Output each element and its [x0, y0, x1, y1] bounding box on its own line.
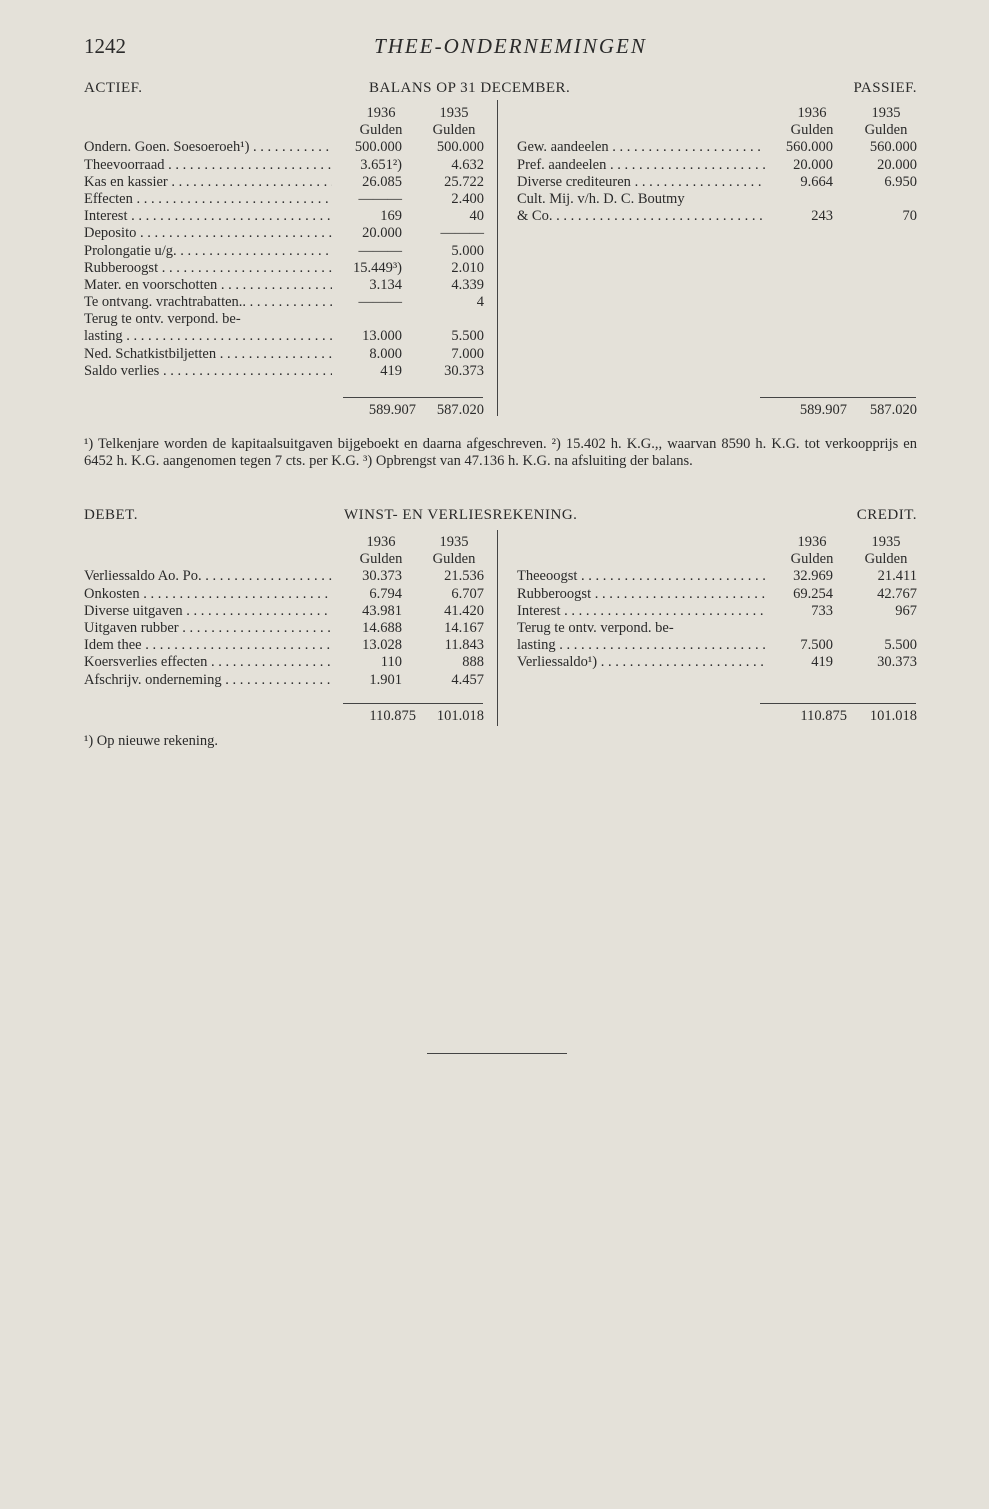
row-label-wrap — [84, 311, 332, 328]
row-label: Cult. Mij. v/h. D. C. Boutmy — [517, 190, 685, 207]
value-1935: 4.457 — [451, 671, 484, 688]
table-row — [517, 191, 917, 208]
row-label: Saldo verlies . . . — [84, 363, 332, 380]
column-divider — [497, 530, 498, 726]
credit-total-rule — [760, 703, 916, 704]
unit-1936: Gulden — [790, 551, 834, 568]
row-label-wrap — [517, 603, 765, 620]
table-row — [84, 191, 484, 208]
row-label: Pref. aandeelen . . . — [517, 157, 765, 174]
row-label: Ondern. Goen. Soesoeroeh¹) . . . — [84, 139, 332, 156]
row-label: Terug te ontv. verpond. be- — [84, 311, 241, 328]
debit-table — [84, 534, 484, 689]
table-row — [84, 225, 484, 242]
value-1935: 42.767 — [877, 585, 917, 602]
assets-total-row — [84, 402, 484, 419]
unit-1935: Gulden — [432, 122, 476, 139]
unit-1935: Gulden — [864, 122, 908, 139]
table-row — [84, 637, 484, 654]
value-1935: 14.167 — [444, 619, 484, 636]
unit-1935: Gulden — [864, 551, 908, 568]
row-label-wrap — [84, 603, 332, 620]
table-row — [517, 157, 917, 174]
row-label-wrap — [517, 620, 765, 637]
value-1936: 32.969 — [793, 568, 833, 585]
table-row — [84, 139, 484, 156]
row-label: Gew. aandeelen . . . — [517, 139, 765, 156]
liabilities-label: PASSIEF. — [853, 80, 917, 96]
row-label-wrap — [84, 174, 332, 191]
value-1936: 110 — [380, 654, 402, 671]
value-1936: 15.449³) — [352, 259, 402, 276]
balance-sheet-heading — [84, 80, 917, 100]
row-label-wrap — [84, 672, 332, 689]
table-row — [84, 260, 484, 277]
value-1935: 560.000 — [869, 139, 917, 156]
page-number: 1242 — [84, 34, 126, 58]
credit-total-1936: 110.875 — [800, 708, 847, 724]
liabilities-total-row — [517, 402, 917, 419]
value-1936: 13.028 — [362, 637, 402, 654]
table-row — [84, 208, 484, 225]
value-1935: 6.707 — [451, 585, 484, 602]
value-1936: 243 — [811, 208, 833, 225]
assets-label: ACTIEF. — [84, 80, 143, 96]
row-label: Terug te ontv. verpond. be- — [517, 619, 674, 636]
row-label: Koersverlies effecten . . . — [84, 654, 332, 671]
year-1936: 1936 — [797, 534, 827, 550]
row-label-wrap — [84, 208, 332, 225]
value-1936: 13.000 — [362, 328, 402, 345]
value-1936: 7.500 — [800, 637, 833, 654]
value-1935: 70 — [902, 208, 917, 225]
value-1936: 169 — [380, 208, 402, 225]
unit-1936: Gulden — [359, 122, 403, 139]
value-1936: ——— — [358, 294, 402, 311]
value-1936: 9.664 — [800, 173, 833, 190]
row-label-wrap — [84, 260, 332, 277]
row-label: Theeoogst . . . — [517, 568, 765, 585]
profit-loss-footnote: ¹) Op nieuwe rekening. — [84, 733, 218, 749]
value-1935: 2.010 — [451, 259, 484, 276]
row-label-wrap — [84, 294, 332, 311]
assets-total-1935: 587.020 — [436, 402, 484, 418]
value-1936: 3.134 — [369, 276, 402, 293]
table-row — [84, 346, 484, 363]
row-label-wrap — [517, 637, 765, 654]
row-label: Mater. en voorschotten . . . — [84, 277, 332, 294]
column-divider — [497, 100, 498, 416]
table-row — [517, 603, 917, 620]
value-1935: 41.420 — [444, 602, 484, 619]
row-label: Diverse crediteuren . . . — [517, 174, 765, 191]
row-label-wrap — [517, 208, 765, 225]
debit-total-rule — [343, 703, 483, 704]
liabilities-table — [517, 105, 917, 225]
row-label-wrap — [517, 191, 765, 208]
row-label: Effecten . . . — [84, 191, 332, 208]
year-1935: 1935 — [871, 105, 901, 121]
table-row — [84, 586, 484, 603]
value-1936: 733 — [811, 602, 833, 619]
value-1935: 21.536 — [444, 568, 484, 585]
table-row — [517, 586, 917, 603]
liabilities-total-1936: 589.907 — [799, 402, 847, 418]
credit-total-1935: 101.018 — [869, 708, 917, 724]
value-1935: 21.411 — [877, 568, 917, 585]
row-label-wrap — [84, 191, 332, 208]
year-header-row — [517, 105, 917, 122]
year-header-row — [517, 534, 917, 551]
row-label-wrap — [84, 637, 332, 654]
table-row — [84, 672, 484, 689]
row-label: Deposito . . . — [84, 225, 332, 242]
unit-header-row — [517, 551, 917, 568]
row-label-wrap — [84, 568, 332, 585]
year-1936: 1936 — [366, 105, 396, 121]
row-label: Theevoorraad . . . — [84, 157, 332, 174]
value-1935: ——— — [440, 225, 484, 242]
row-label-wrap — [84, 654, 332, 671]
year-1936: 1936 — [366, 534, 396, 550]
value-1936: 20.000 — [793, 156, 833, 173]
row-label: Onkosten . . . — [84, 586, 332, 603]
balance-footnotes: ¹) Telkenjare worden de kapitaalsuitgaven bijgeboekt en daarna afgeschreven. ²) 15.402 h. K.G.,, waarvan 8590 h. K.G. tot verkoopprijs en 6452 h. K.G. aangenomen tegen 7 cts. per K.G. ³) Opbrengst van 47.136 h. K.G. na afsluiting der balans. — [84, 436, 917, 469]
page-header — [84, 34, 917, 62]
value-1935: 5.500 — [884, 637, 917, 654]
profit-loss-heading — [84, 507, 917, 527]
value-1935: 4.632 — [451, 156, 484, 173]
table-row — [84, 568, 484, 585]
value-1936: 8.000 — [369, 345, 402, 362]
credit-label: CREDIT. — [856, 507, 917, 523]
table-row — [84, 328, 484, 345]
value-1935: 40 — [469, 208, 484, 225]
year-header-row — [84, 105, 484, 122]
value-1936: 30.373 — [362, 568, 402, 585]
unit-1936: Gulden — [359, 551, 403, 568]
value-1935: 30.373 — [877, 654, 917, 671]
row-label: & Co. . . . — [517, 208, 765, 225]
value-1935: 30.373 — [444, 362, 484, 379]
year-1935: 1935 — [871, 534, 901, 550]
table-row — [84, 243, 484, 260]
year-1935: 1935 — [439, 534, 469, 550]
table-row — [84, 603, 484, 620]
row-label-wrap — [84, 620, 332, 637]
value-1935: 7.000 — [451, 345, 484, 362]
row-label: Diverse uitgaven . . . — [84, 603, 332, 620]
unit-header-row — [84, 551, 484, 568]
row-label: Rubberoogst . . . — [517, 586, 765, 603]
row-label: Ned. Schatkistbiljetten . . . — [84, 346, 332, 363]
row-label-wrap — [84, 586, 332, 603]
value-1935: 888 — [462, 654, 484, 671]
credit-total-row — [517, 708, 917, 725]
row-label-wrap — [84, 277, 332, 294]
value-1935: 5.500 — [451, 328, 484, 345]
year-1936: 1936 — [797, 105, 827, 121]
value-1936: 419 — [380, 362, 402, 379]
row-label: Uitgaven rubber . . . — [84, 620, 332, 637]
row-label-wrap — [84, 139, 332, 156]
row-label: Verliessaldo¹) . . . — [517, 654, 765, 671]
row-label: Afschrijv. onderneming . . . — [84, 672, 332, 689]
year-1935: 1935 — [439, 105, 469, 121]
row-label-wrap — [517, 157, 765, 174]
table-row — [517, 174, 917, 191]
row-label-wrap — [517, 139, 765, 156]
table-row — [517, 637, 917, 654]
row-label: Rubberoogst . . . — [84, 260, 332, 277]
value-1936: 43.981 — [362, 602, 402, 619]
running-title: THEE-ONDERNEMINGEN — [374, 34, 647, 58]
row-label: Interest . . . — [517, 603, 765, 620]
value-1936: 20.000 — [362, 225, 402, 242]
assets-total-rule — [343, 397, 483, 398]
liabilities-total-1935: 587.020 — [869, 402, 917, 418]
debit-total-1935: 101.018 — [436, 708, 484, 724]
row-label-wrap — [84, 225, 332, 242]
value-1935: 6.950 — [884, 173, 917, 190]
value-1935: 2.400 — [451, 190, 484, 207]
table-row — [84, 157, 484, 174]
liabilities-total-rule — [760, 397, 916, 398]
table-row — [517, 568, 917, 585]
row-label-wrap — [84, 363, 332, 380]
row-label: Prolongatie u/g. . . . — [84, 243, 332, 260]
value-1935: 20.000 — [877, 156, 917, 173]
value-1935: 5.000 — [451, 242, 484, 259]
value-1935: 25.722 — [444, 173, 484, 190]
profit-loss-title: WINST- EN VERLIESREKENING. — [344, 507, 578, 523]
row-label-wrap — [84, 346, 332, 363]
table-row — [84, 363, 484, 380]
value-1936: 560.000 — [785, 139, 833, 156]
value-1935: 4 — [476, 294, 484, 311]
value-1936: 6.794 — [369, 585, 402, 602]
row-label: Verliessaldo Ao. Po. . . . — [84, 568, 332, 585]
row-label-wrap — [517, 174, 765, 191]
row-label: Kas en kassier . . . — [84, 174, 332, 191]
row-label-wrap — [517, 654, 765, 671]
table-row — [517, 139, 917, 156]
row-label-wrap — [84, 328, 332, 345]
table-row — [84, 311, 484, 328]
row-label: lasting . . . — [517, 637, 765, 654]
end-rule — [427, 1053, 567, 1054]
table-row — [84, 277, 484, 294]
table-row — [84, 174, 484, 191]
value-1935: 11.843 — [444, 637, 484, 654]
assets-table — [84, 105, 484, 380]
unit-header-row — [517, 122, 917, 139]
balance-sheet-title: BALANS OP 31 DECEMBER. — [369, 80, 571, 96]
value-1936: 14.688 — [362, 619, 402, 636]
row-label-wrap — [84, 157, 332, 174]
table-row — [84, 620, 484, 637]
value-1935: 967 — [895, 602, 917, 619]
unit-header-row — [84, 122, 484, 139]
value-1936: 1.901 — [369, 671, 402, 688]
debit-total-1936: 110.875 — [369, 708, 416, 724]
value-1936: 3.651²) — [360, 156, 402, 173]
value-1935: 500.000 — [436, 139, 484, 156]
credit-table — [517, 534, 917, 672]
row-label: Idem thee . . . — [84, 637, 332, 654]
debit-label: DEBET. — [84, 507, 138, 523]
row-label: lasting . . . — [84, 328, 332, 345]
row-label-wrap — [84, 243, 332, 260]
row-label-wrap — [517, 568, 765, 585]
unit-1936: Gulden — [790, 122, 834, 139]
value-1935: 4.339 — [451, 276, 484, 293]
value-1936: 69.254 — [793, 585, 833, 602]
year-header-row — [84, 534, 484, 551]
value-1936: 26.085 — [362, 173, 402, 190]
table-row — [517, 620, 917, 637]
row-label: Te ontvang. vrachtrabatten.. . . . — [84, 294, 332, 311]
value-1936: ——— — [358, 190, 402, 207]
assets-total-1936: 589.907 — [368, 402, 416, 418]
table-row — [517, 208, 917, 225]
table-row — [84, 294, 484, 311]
debit-total-row — [84, 708, 484, 725]
row-label: Interest . . . — [84, 208, 332, 225]
row-label-wrap — [517, 586, 765, 603]
value-1936: 419 — [811, 654, 833, 671]
table-row — [84, 654, 484, 671]
table-row — [517, 654, 917, 671]
value-1936: 500.000 — [354, 139, 402, 156]
value-1936: ——— — [358, 242, 402, 259]
unit-1935: Gulden — [432, 551, 476, 568]
